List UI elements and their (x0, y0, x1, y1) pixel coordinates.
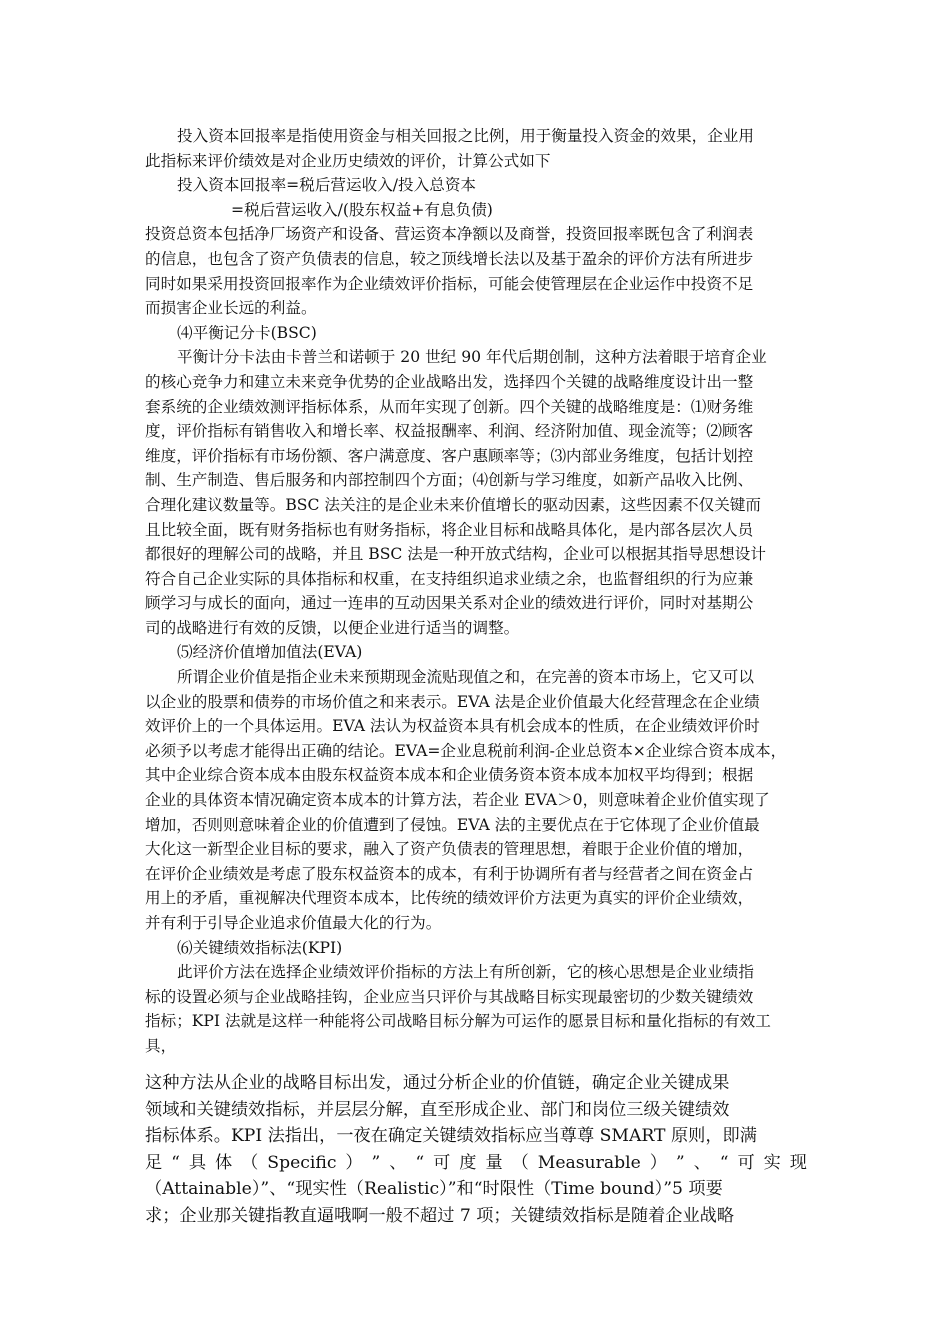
justified-word: 实 (763, 1152, 781, 1173)
text-line: 其中企业综合资本成本由股东权益资本成本和企业债务资本资本成本加权平均得到；根据 (145, 766, 754, 785)
justified-word: ” (371, 1152, 381, 1173)
justified-word: ） (345, 1152, 363, 1173)
text-line: （Attainable）”、“现实性（Realistic）”和“时限性（Time bound）”5 项要 (145, 1179, 723, 1199)
text-line: 顾学习与成长的面向，通过一连串的互动因果关系对企业的绩效进行评价，同时对基期公 (145, 594, 754, 613)
text-line: 指标；KPI 法就是这样一种能将公司战略目标分解为可运作的愿景目标和量化指标的有效工 (145, 1012, 771, 1031)
text-line: 用上的矛盾，重视解决代理资本成本，比传统的绩效评价方法更为真实的评价企业绩效， (145, 889, 754, 908)
justified-word: “ (415, 1152, 425, 1173)
text-line: 投入资本回报率是指使用资金与相关回报之比例，用于衡量投入资金的效果，企业用 (177, 127, 754, 145)
text-line: =税后营运收入/(股东权益+有息负债) (231, 200, 493, 219)
text-line: 此指标来评价绩效是对企业历史绩效的评价，计算公式如下 (145, 151, 551, 170)
text-line: 套系统的企业绩效测评指标体系，从而年实现了创新。四个关键的战略维度是：⑴财务维 (145, 397, 754, 416)
text-line: 投入资本回报率=税后营运收入/投入总资本 (177, 176, 477, 195)
text-line: 并有利于引导企业追求价值最大化的行为。 (145, 914, 442, 932)
text-line: 且比较全面，既有财务指标也有财务指标，将企业目标和战略具体化，是内部各层次人员 (145, 520, 754, 539)
justified-word: Measurable (537, 1152, 641, 1173)
text-line: 符合自己企业实际的具体指标和权重，在支持组织追求业绩之余，也监督组织的行为应兼 (145, 569, 754, 588)
justified-word: ） (649, 1152, 667, 1173)
text-line: 增加，否则则意味着企业的价值遭到了侵蚀。EVA 法的主要优点在于它体现了企业价值最 (145, 815, 760, 834)
text-line: 合理化建议数量等。BSC 法关注的是企业未来价值增长的驱动因素，这些因素不仅关键而 (145, 495, 761, 514)
text-line: 企业的具体资本情况确定资本成本的计算方法，若企业 EVA＞0，则意味着企业价值实现了 (145, 791, 770, 810)
text-line: 领域和关键绩效指标，并层层分解，直至形成企业、部门和岗位三级关键绩效 (145, 1099, 730, 1120)
justified-word: 度 (459, 1152, 477, 1173)
text-line: 此评价方法在选择企业绩效评价指标的方法上有所创新，它的核心思想是企业业绩指 (177, 963, 754, 982)
text-line: 的信息，也包含了资产负债表的信息，较之顶线增长法以及基于盈余的评价方法有所进步 (145, 249, 754, 268)
text-line: 标的设置必须与企业战略挂钩，企业应当只评价与其战略目标实现最密切的少数关键绩效 (145, 987, 754, 1006)
text-line: 所谓企业价值是指企业未来预期现金流贴现值之和，在完善的资本市场上，它又可以 (177, 668, 754, 687)
text-line: 维度，评价指标有市场份额、客户满意度、客户惠顾率等；⑶内部业务维度，包括计划控 (145, 446, 754, 465)
justified-word: ” (675, 1152, 685, 1173)
text-line: 在评价企业绩效是考虑了股东权益资本的成本，有利于协调所有者与经营者之间在资金占 (145, 864, 754, 883)
text-line: 而损害企业长远的利益。 (145, 299, 317, 318)
justified-word: 体 (215, 1152, 233, 1173)
justified-word: 、 (693, 1152, 711, 1173)
text-line: 同时如果采用投资回报率作为企业绩效评价指标，可能会使管理层在企业运作中投资不足 (145, 274, 754, 293)
justified-word: （ (241, 1152, 259, 1173)
justified-word: 现 (789, 1152, 807, 1173)
text-line: 度，评价指标有销售收入和增长率、权益报酬率、利润、经济附加值、现金流等；⑵顾客 (145, 422, 754, 441)
justified-word: （ (511, 1152, 529, 1173)
justified-word: “ (171, 1152, 180, 1173)
document-body (145, 124, 807, 1059)
text-line: 这种方法从企业的战略目标出发，通过分析企业的价值链，确定企业关键成果 (145, 1073, 730, 1093)
justified-word: 具 (188, 1152, 207, 1173)
justified-word: 可 (737, 1152, 755, 1173)
text-line: ⑸经济价值增加值法(EVA) (177, 643, 363, 662)
text-line: 的核心竞争力和建立未来竞争优势的企业战略出发，选择四个关键的战略维度设计出一整 (145, 372, 754, 391)
text-line: 效评价上的一个具体运用。EVA 法认为权益资本具有机会成本的性质，在企业绩效评价时 (145, 717, 760, 736)
text-line: 求；企业那关键指教直逼哦啊一般不超过 7 项；关键绩效指标是随着企业战略 (145, 1205, 735, 1226)
text-line: 都很好的理解公司的战略，并且 BSC 法是一种开放式结构，企业可以根据其指导思想设计 (145, 545, 766, 564)
justified-word: 可 (433, 1152, 451, 1173)
justified-word: 足 (145, 1152, 163, 1173)
justified-word: 量 (485, 1152, 503, 1173)
text-line: ⑹关键绩效指标法(KPI) (177, 938, 343, 957)
justified-text-line (145, 1150, 807, 1177)
text-line: 制、生产制造、售后服务和内部控制四个方面；⑷创新与学习维度，如新产品收入比例、 (145, 471, 754, 490)
justified-word: 、 (389, 1152, 407, 1173)
text-line: 具， (145, 1036, 177, 1055)
justified-word: Specific (267, 1152, 337, 1173)
text-line: 平衡计分卡法由卡普兰和诺顿于 20 世纪 90 年代后期创制，这种方法着眼于培育企业 (177, 348, 767, 367)
text-line: 司的战略进行有效的反馈，以便企业进行适当的调整。 (145, 618, 520, 637)
text-line: 必须予以考虑才能得出正确的结论。EVA=企业息税前利润-企业总资本×企业综合资本成本， (145, 741, 787, 760)
text-line: 指标体系。KPI 法指出，一夜在确定关键绩效指标应当尊尊 SMART 原则，即满 (145, 1126, 757, 1146)
large-text-block (145, 1070, 807, 1229)
text-line: 以企业的股票和债券的市场价值之和来表示。EVA 法是企业价值最大化经营理念在企业绩 (145, 692, 760, 711)
text-line: 投资总资本包括净厂场资产和设备、营运资本净额以及商誉，投资回报率既包含了利润表 (145, 225, 754, 244)
text-line: 大化这一新型企业目标的要求，融入了资产负债表的管理思想，着眼于企业价值的增加， (145, 840, 754, 859)
text-line: ⑷平衡记分卡(BSC) (177, 323, 317, 342)
justified-word: “ (719, 1152, 729, 1173)
